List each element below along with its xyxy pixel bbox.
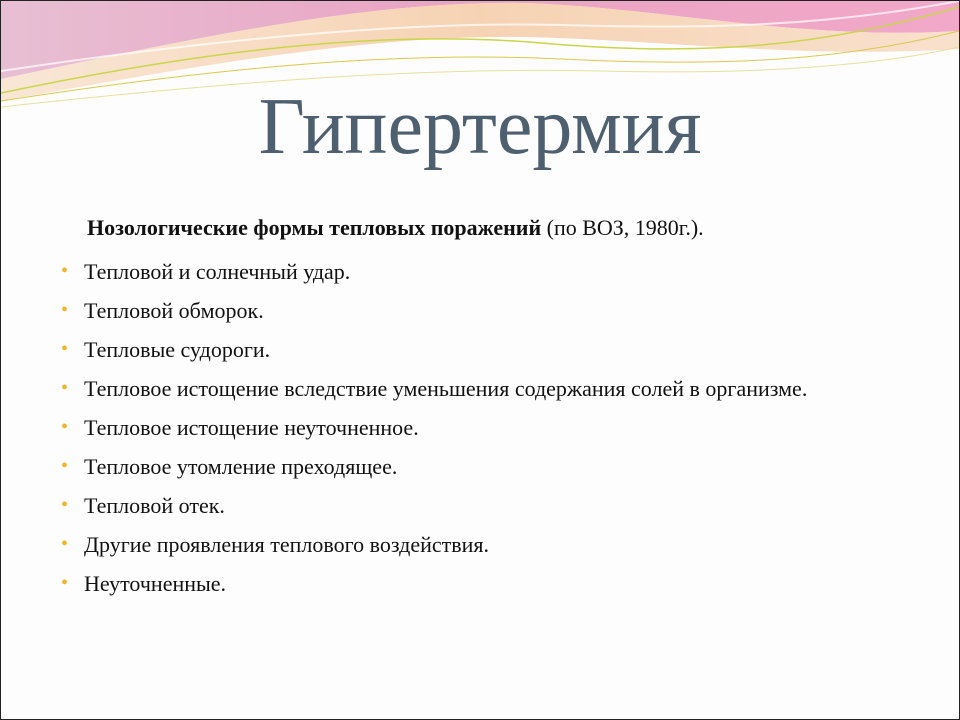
list-item [59, 333, 909, 366]
list-item-text: Тепловой и солнечный удар. [84, 259, 351, 284]
list-item-text: Тепловой отек. [84, 493, 225, 518]
bullet-list [59, 255, 909, 606]
list-item [59, 255, 909, 288]
list-item [59, 567, 909, 600]
subtitle-source: (по ВОЗ, 1980г.). [541, 215, 704, 240]
bullet-icon: • [61, 299, 69, 321]
bullet-icon: • [61, 416, 69, 438]
bullet-icon: • [61, 572, 69, 594]
slide-title: Гипертермия [258, 83, 702, 171]
list-item-text: Тепловые судороги. [84, 337, 271, 362]
list-item-text: Тепловое истощение вследствие уменьшения содержания солей в организме. [84, 376, 808, 401]
list-item-text: Тепловой обморок. [84, 298, 264, 323]
list-item [59, 528, 909, 561]
list-item [59, 294, 909, 327]
bullet-icon: • [61, 494, 69, 516]
list-item [59, 372, 909, 405]
bullet-icon: • [61, 338, 69, 360]
list-item-text: Другие проявления теплового воздействия. [84, 532, 490, 557]
bullet-icon: • [61, 533, 69, 555]
subtitle [87, 215, 704, 241]
bullet-icon: • [61, 455, 69, 477]
list-item-text: Неуточненные. [84, 571, 227, 596]
list-item [59, 489, 909, 522]
list-item-text: Тепловое истощение неуточненное. [84, 415, 419, 440]
list-item [59, 450, 909, 483]
bullet-icon: • [61, 377, 69, 399]
subtitle-bold: Нозологические формы тепловых поражений [87, 215, 542, 240]
list-item-text: Тепловое утомление преходящее. [84, 454, 398, 479]
bullet-icon: • [61, 260, 69, 282]
list-item [59, 411, 909, 444]
